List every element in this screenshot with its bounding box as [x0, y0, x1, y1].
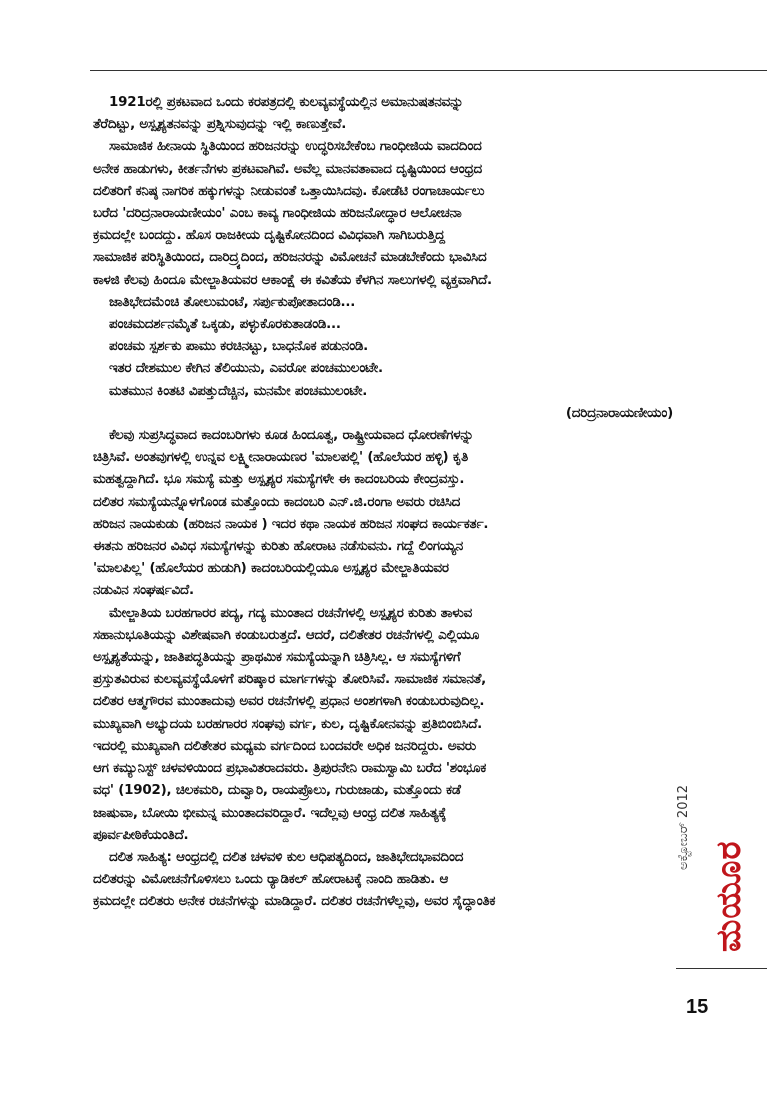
article-body	[93, 92, 673, 914]
footer-rule	[676, 968, 767, 969]
text-line: ವಧ' (1902), ಚಿಲಕಮರಿ, ದುವ್ವಾರಿ, ರಾಯಪ್ರೊಲು, ಗುರುಜಾಡು, ಮತ್ತೊಂದು ಕಡೆ	[93, 783, 461, 799]
text-line: ದಲಿತರಿಗೆ ಕನಿಷ್ಠ ನಾಗರಿಕ ಹಕ್ಕುಗಳನ್ನು ನೀಡುವಂತೆ ಒತ್ತಾಯಿಸಿದವು. ಕೋಡೆಟಿ ರಂಗಾಚಾರ್ಯಲು	[93, 183, 485, 199]
text-line: ಅಸ್ಪೃಶ್ಯತೆಯನ್ನು, ಜಾತಿಪದ್ಧತಿಯನ್ನು ಪ್ರಾಥಮಿಕ ಸಮಸ್ಯೆಯನ್ನಾಗಿ ಚಿತ್ರಿಸಿಲ್ಲ. ಆ ಸಮಸ್ಯೆಗಳಿಗೆ	[93, 650, 461, 666]
text-line: ಸಾಮಾಜಿಕ ಪರಿಸ್ಥಿತಿಯಿಂದ, ದಾರಿದ್ರ್ಯದಿಂದ, ಹರಿಜನರನ್ನು ವಿಮೋಚನೆ ಮಾಡಬೇಕೆಂದು ಭಾವಿಸಿದ	[93, 250, 487, 266]
text-line: ಜಾಷುವಾ, ಬೋಯಿ ಭೀಮನ್ನ ಮುಂತಾದವರಿದ್ದಾರೆ. ಇದೆಲ್ಲವು ಆಂಧ್ರ ದಲಿತ ಸಾಹಿತ್ಯಕ್ಕೆ	[93, 805, 447, 821]
text-line: ಮಹತ್ವದ್ದಾಗಿದೆ. ಭೂ ಸಮಸ್ಯೆ ಮತ್ತು ಅಸ್ಪೃಶ್ಯರ ಸಮಸ್ಯೆಗಳೇ ಈ ಕಾದಂಬರಿಯ ಕೇಂದ್ರವಸ್ತು.	[93, 472, 465, 488]
text-line: ದಲಿತರನ್ನು ವಿಮೋಚನೆಗೊಳಿಸಲು ಒಂದು ರ್‍ಯಾಡಿಕಲ್ ಹೋರಾಟಕ್ಕೆ ನಾಂದಿ ಹಾಡಿತು. ಆ	[93, 872, 449, 888]
text-line: ದಲಿತರ ಸಮಸ್ಯೆಯನ್ನೊಳಗೊಂಡ ಮತ್ತೊಂದು ಕಾದಂಬರಿ ಎನ್.ಜಿ.ರಂಗಾ ಅವರು ರಚಿಸಿದ	[93, 494, 461, 510]
text-line: ಪೂರ್ವಪೀಠಿಕೆಯಂತಿದೆ.	[93, 827, 189, 843]
verse-block	[93, 292, 673, 403]
text-line: ನಡುವಿನ ಸಂಘರ್ಷವಿದೆ.	[93, 583, 194, 599]
verse-line: ಪಂಚಮದರ್ಶನಮೈತೆ ಒಕ್ಕಡು, ಪಳ್ಳುಕೊರಕುತಾಡಂಡಿ...	[109, 317, 341, 333]
text-line: ಮೇಲ್ಜಾತಿಯ ಬರಹಗಾರರ ಪದ್ಯ, ಗದ್ಯ ಮುಂತಾದ ರಚನೆಗಳಲ್ಲಿ ಅಸ್ಪೃಶ್ಯರ ಕುರಿತು ತಾಳುವ	[109, 605, 472, 621]
top-rule	[90, 70, 767, 71]
text-line: ಕ್ರಮದಲ್ಲೇ ದಲಿತರು ಅನೇಕ ರಚನೆಗಳನ್ನು ಮಾಡಿದ್ದಾರೆ. ದಲಿತರ ರಚನೆಗಳೆಲ್ಲವು, ಅವರ ಸೈದ್ಧಾಂತಿಕ	[93, 894, 496, 910]
verse-line: ಪಂಚಮ ಸ್ಪರ್ಶಕು ಪಾಮು ಕರಚಿನಟ್ಟು, ಬಾಧನೊಕ ಪಡುನಂಡಿ.	[109, 339, 369, 355]
text-line: ಮುಖ್ಯವಾಗಿ ಅಭ್ಯುದಯ ಬರಹಗಾರರ ಸಂಘವು ವರ್ಗ, ಕುಲ, ದೃಷ್ಟಿಕೋನವನ್ನು ಪ್ರತಿಬಿಂಬಿಸಿದೆ.	[93, 716, 483, 732]
verse-line: ಜಾತಿಭೇದಮೆಂಚಿ ತೋಲುಮಂಟೆ, ಸರ್ಪುಕುಪೋತಾದಂಡಿ...	[109, 294, 356, 310]
issue-date: ಅಕ್ಟೋಬರ್ 2012	[676, 784, 691, 870]
text-line: ಹರಿಜನ ನಾಯಕುಡು (ಹರಿಜನ ನಾಯಕ ) ಇದರ ಕಥಾ ನಾಯಕ ಹರಿಜನ ಸಂಘದ ಕಾರ್ಯಕರ್ತ.	[93, 516, 489, 532]
text-line: ಕೆಲವು ಸುಪ್ರಸಿದ್ಧವಾದ ಕಾದಂಬರಿಗಳು ಕೂಡ ಹಿಂದೂತ್ವ, ರಾಷ್ಟ್ರೀಯವಾದ ಧೋರಣೆಗಳನ್ನು	[109, 428, 474, 444]
text-line: ಚಿತ್ರಿಸಿವೆ. ಅಂತವುಗಳಲ್ಲಿ ಉನ್ನವ ಲಕ್ಷ್ಮೀನಾರಾಯಣರ 'ಮಾಲಪಲ್ಲಿ' (ಹೊಲೆಯರ ಹಳ್ಳಿ) ಕೃತಿ	[93, 450, 469, 466]
text-line: ಬರೆದ 'ದರಿದ್ರನಾರಾಯಣೀಯಂ' ಎಂಬ ಕಾವ್ಯ ಗಾಂಧೀಜಿಯ ಹರಿಜನೋದ್ಧಾರ ಆಲೋಚನಾ	[93, 206, 462, 222]
text-line: ಸಾಮಾಜಿಕ ಹೀನಾಯ ಸ್ಥಿತಿಯಿಂದ ಹರಿಜನರನ್ನು ಉದ್ಧರಿಸಬೇಕೆಂಬ ಗಾಂಧೀಜಿಯ ವಾದದಿಂದ	[109, 139, 482, 155]
attribution-text: (ದರಿದ್ರನಾರಾಯಣೀಯಂ)	[565, 405, 673, 421]
paragraph-1	[93, 92, 673, 136]
text-line: ಸಹಾನುಭೂತಿಯನ್ನು ವಿಶೇಷವಾಗಿ ಕಂಡುಬರುತ್ತದೆ. ಆದರೆ, ದಲಿತೇತರ ರಚನೆಗಳಲ್ಲಿ ಎಲ್ಲಿಯೂ	[93, 627, 480, 643]
text-line: ಪ್ರಸ್ತುತವಿರುವ ಕುಲವ್ಯವಸ್ಥೆಯೊಳಗೆ ಪರಿಷ್ಕಾರ ಮಾರ್ಗಗಳನ್ನು ತೋರಿಸಿವೆ. ಸಾಮಾಜಿಕ ಸಮಾನತೆ,	[93, 672, 487, 688]
text-line: ದಲಿತ ಸಾಹಿತ್ಯ: ಆಂಧ್ರದಲ್ಲಿ ದಲಿತ ಚಳವಳಿ ಕುಲ ಆಧಿಪತ್ಯದಿಂದ, ಜಾತಿಭೇದಭಾವದಿಂದ	[109, 849, 464, 865]
text-line: ಇದರಲ್ಲಿ ಮುಖ್ಯವಾಗಿ ದಲಿತೇತರ ಮಧ್ಯಮ ವರ್ಗದಿಂದ ಬಂದವರೇ ಅಧಿಕ ಜನರಿದ್ದರು. ಅವರು	[93, 738, 476, 754]
text-line: ಅನೇಕ ಹಾಡುಗಳು, ಕೀರ್ತನೆಗಳು ಪ್ರಕಟವಾಗಿವೆ. ಅವೆಲ್ಲ ಮಾನವತಾವಾದ ದೃಷ್ಟಿಯಿಂದ ಆಂಧ್ರದ	[93, 161, 482, 177]
text-line: ಕ್ರಮದಲ್ಲೇ ಬಂದದ್ದು. ಹೊಸ ರಾಜಕೀಯ ದೃಷ್ಟಿಕೋನದಿಂದ ವಿವಿಧವಾಗಿ ಸಾಗಿಬರುತ್ತಿದ್ದ	[93, 228, 445, 244]
verse-line: ಮತಮುನ ಕಿಂತಟಿ ವಿಪತ್ತುದೆಚ್ಚಿನ, ಮನಮೇ ಪಂಚಮುಲಂಟೇ.	[109, 383, 368, 399]
paragraph-4	[93, 603, 673, 847]
text-line: 1921ರಲ್ಲಿ ಪ್ರಕಟವಾದ ಒಂದು ಕರಪತ್ರದಲ್ಲಿ ಕುಲವ್ಯವಸ್ಥೆಯಲ್ಲಿನ ಅಮಾನುಷತನವನ್ನು	[109, 95, 464, 110]
paragraph-3	[93, 425, 673, 603]
text-line: 'ಮಾಲಪಿಲ್ಲ' (ಹೊಲೆಯರ ಹುಡುಗಿ) ಕಾದಂಬರಿಯಲ್ಲಿಯೂ ಅಸ್ಪೃಶ್ಯರ ಮೇಲ್ಜಾತಿಯವರ	[93, 561, 449, 577]
paragraph-5	[93, 847, 673, 914]
page-number: 15	[686, 996, 709, 1018]
text-line: ಆಗ ಕಮ್ಯುನಿಸ್ಟ್ ಚಳವಳಿಯಿಂದ ಪ್ರಭಾವಿತರಾದವರು. ತ್ರಿಪುರನೇನಿ ರಾಮಸ್ವಾಮಿ ಬರೆದ 'ಶಂಭೂಕ	[93, 761, 487, 777]
text-line: ದಲಿತರ ಆತ್ಮಗೌರವ ಮುಂತಾದುವು ಅವರ ರಚನೆಗಳಲ್ಲಿ ಪ್ರಧಾನ ಅಂಶಗಳಾಗಿ ಕಂಡುಬರುವುದಿಲ್ಲ.	[93, 694, 485, 710]
paragraph-2	[93, 136, 673, 291]
text-line: ಈತನು ಹರಿಜನರ ವಿವಿಧ ಸಮಸ್ಯೆಗಳನ್ನು ಕುರಿತು ಹೋರಾಟ ನಡೆಸುವನು. ಗದ್ದೆ ಲಿಂಗಯ್ಯನ	[93, 539, 464, 555]
magazine-title-logo: ಮಯೂರ	[709, 840, 749, 952]
verse-line: ಇತರ ದೇಶಮುಲ ಕೇಗಿನ ತೆಲಿಯುನು, ಎವರೋ ಪಂಚಮುಲಂಟೇ.	[109, 361, 383, 377]
verse-attribution	[93, 403, 673, 425]
text-line: ಕಾಳಜಿ ಕೆಲವು ಹಿಂದೂ ಮೇಲ್ಜಾತಿಯವರ ಆಕಾಂಕ್ಷೆ ಈ ಕವಿತೆಯ ಕೆಳಗಿನ ಸಾಲುಗಳಲ್ಲಿ ವ್ಯಕ್ತವಾಗಿದೆ.	[93, 272, 492, 288]
text-line: ತೆರೆದಿಟ್ಟು, ಅಸ್ಪೃಶ್ಯತನವನ್ನು ಪ್ರಶ್ನಿಸುವುದನ್ನು ಇಲ್ಲಿ ಕಾಣುತ್ತೇವೆ.	[93, 117, 347, 133]
